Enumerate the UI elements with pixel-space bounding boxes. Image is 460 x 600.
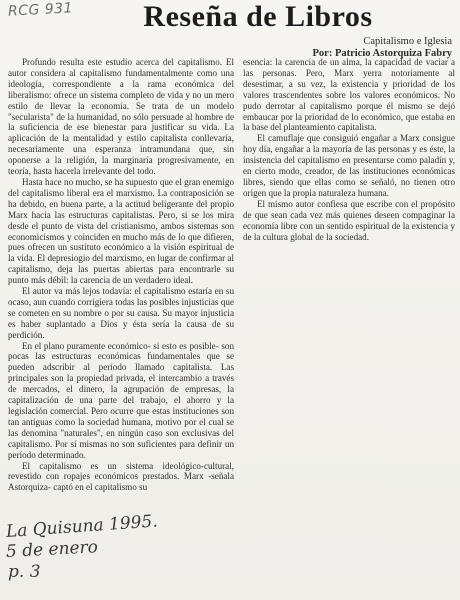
left-column	[8, 57, 234, 557]
paragraph: El autor va más lejos todavía: el capitalismo estaría en su ocaso, aun cuando corrigiera todas las posibles injusticias que se cometen en su nombre o por su causa. Su mayor injusticia es haber suplantado a Dios y ésta sería la causa de su perdición.	[8, 286, 234, 340]
handwritten-archive-code: RCG 931	[7, 0, 74, 20]
page-title: Reseña de Libros	[143, 0, 373, 33]
book-title: Capitalismo e Iglesia	[363, 36, 452, 47]
handwritten-date: 5 de enero	[5, 537, 99, 562]
paragraph: El mismo autor confiesa que escribe con el propósito de que sean cada vez más quienes deseen compaginar la economía libre con un sentido espiritual de la existencia y de la cultura global de la sociedad.	[243, 198, 455, 242]
handwritten-source-note	[5, 511, 159, 582]
paragraph: El capitalismo es un sistema ideológico-cultural, revestido con ropajes económicos prestados. Marx -señala Astorquiza- captó en el capitalismo su	[8, 460, 234, 493]
handwritten-source: La Quisuna 1995.	[5, 511, 159, 542]
paragraph: Hasta hace no mucho, se ha supuesto que el gran enemigo del capitalismo liberal era el marxismo. La contraposición se ha debido, en buena parte, a la actitud beligerante del propio Marx hacia las estructuras capitalistas. Pero, si se los mira desde el punto de vista del cristianismo, ambos sistemas son economicismos y coinciden en mucho más de lo que difieren, pues ofrecen un sustituto económico a la visión espiritual de la vida. El depresiogio del marxismo, en lugar de confirmar al capitalismo, deja las puertas abiertas para encontrarle su punto más débil: la carencia de un verdadero ideal.	[8, 176, 234, 286]
right-column	[243, 57, 455, 277]
paragraph: esencia: la carencia de un alma, la capacidad de vaciar a las personas. Pero, Marx yerra notoriamente al desestimar, a su vez, la existencia y prioridad de los valores trascendentes sobre los valores económicos. No pudo derrotar al capitalismo porque él mismo se dejó embaucar por la prioridad de lo económico, que estaba en la base del planteamiento capitalista.	[243, 57, 455, 133]
handwritten-page: p. 3	[8, 562, 41, 582]
author-line: Por: Patricio Astorquiza Fabry	[312, 48, 452, 59]
paragraph: El camuflaje que consiguió engañar a Marx consigue hoy día, engañar a la mayoría de las personas y es éste, la insistencia del capitalismo en presentarse como paladín y, en cierto modo, creador, de las instituciones económicas libres, siendo que ellas como se señaló, no tienen otro origen que la propia naturaleza humana.	[243, 133, 455, 198]
paragraph: En el plano puramente económico- si esto es posible- son pocas las estructuras económicas fundamentales que se pueden adscribir al período llamado capitalista. Las principales son la propiedad privada, el intercambio a través de mercados, el dinero, la agrupación de empresas, la capitalización de una parte del trabajo, el ahorro y la legislación comercial. Pero ocurre que estas instituciones son tan antiguas como la sociedad humana, motivo por el cual se las denomina "naturales", en ningún caso son exclusivas del capitalismo. Por sí mismas no son suficientes para definir un período determinado.	[8, 340, 234, 460]
paragraph: Profundo resulta este estudio acerca del capitalismo. El autor considera al capitalismo fundamentalmente como una ideología, correspondiente a la rama económica del liberalismo: ofrece un sistema completo de vida y no un mero estilo de llevar la economía. Se trata de un modelo "secularista" de la humanidad, no sólo persuade al hombre de la suficiencia de ese bienestar para justificar su vida. La aplicación de la mentalidad y estilo capitalista conllevaría, necesariamente una esperanza intramundana que, sin oponerse a la religión, la marginaría progresivamente, en teoría, hasta hacerla irrelevante del todo.	[8, 57, 234, 177]
